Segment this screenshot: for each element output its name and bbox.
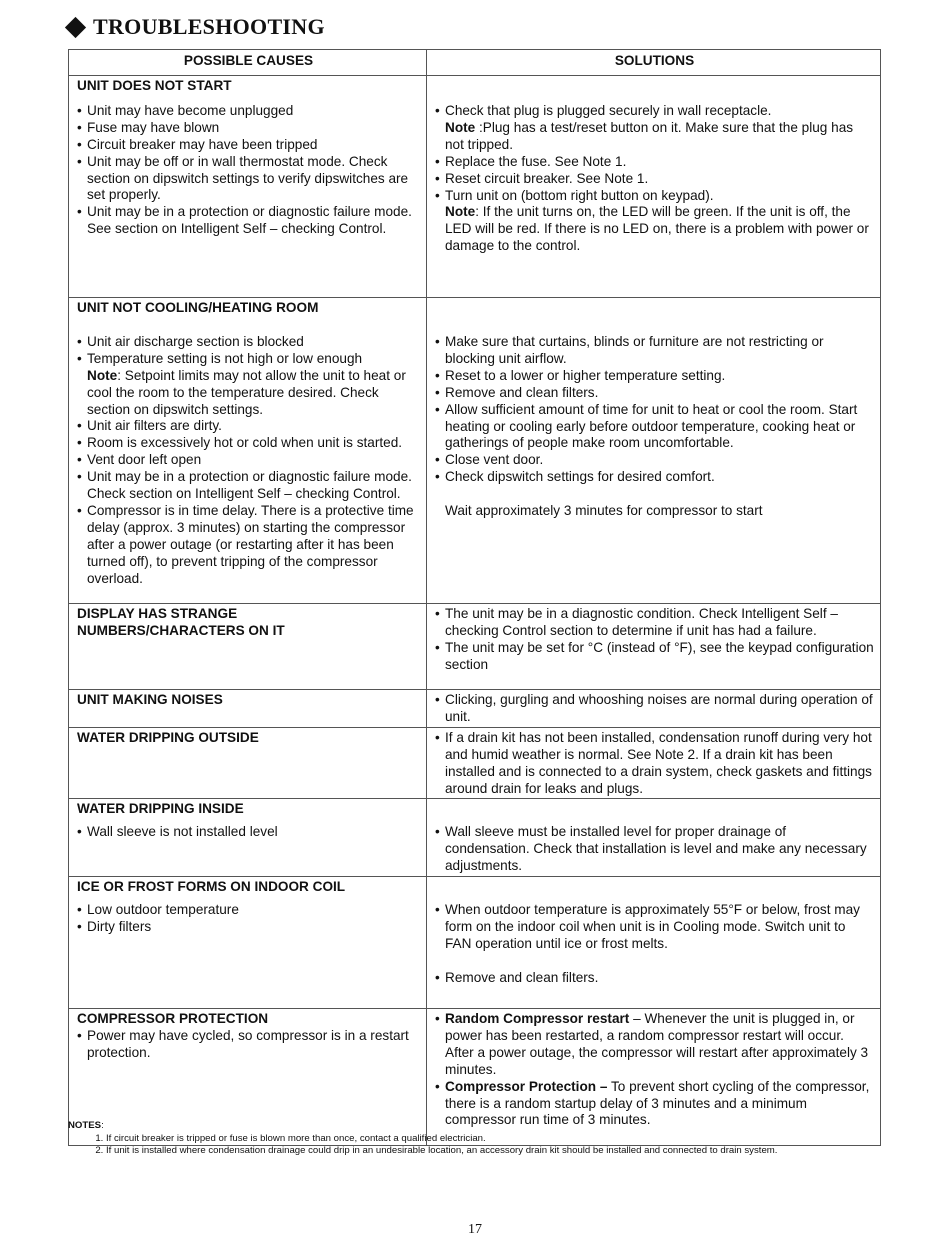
list-item: 1. If circuit breaker is tripped or fuse is blown more than once, contact a qualified electrician.: [106, 1133, 880, 1146]
solution-text: Turn unit on (bottom right button on keypad).: [445, 187, 714, 203]
list-item: • Unit may be off or in wall thermostat mode. Check section on dipswitch settings to verify dipswitches are set properly.: [77, 154, 420, 205]
solution-label: Compressor Protection –: [445, 1078, 608, 1094]
page-number: 17: [468, 1222, 482, 1237]
column-header-causes: POSSIBLE CAUSES: [69, 50, 427, 76]
causes-list: [77, 103, 420, 238]
list-item: • If a drain kit has not been installed, condensation runoff during very hot and humid weather is normal. See Note 2. If a drain kit has been installed and is connected to a drain system, check gaskets and fittings around drain for leaks and plugs.: [435, 730, 874, 798]
category-label: ICE OR FROST FORMS ON INDOOR COIL: [77, 879, 346, 894]
table-row: [69, 728, 881, 799]
notes-heading: [68, 1120, 880, 1133]
list-item: • Remove and clean filters.: [435, 385, 874, 402]
solution-text: To prevent short cycling of the compressor, there is a random startup delay of 3 minutes and a minimum compressor run time of 3 minutes.: [445, 1078, 870, 1128]
causes-list: [77, 902, 420, 936]
list-item: [435, 188, 874, 256]
list-item: • Wall sleeve must be installed level for proper drainage of condensation. Check that installation is level and make any necessary adjustments.: [435, 824, 874, 875]
solutions-cell: [427, 76, 881, 298]
category-label: DISPLAY HAS STRANGE NUMBERS/CHARACTERS ON IT: [77, 606, 285, 638]
list-item: • Power may have cycled, so compressor is in a restart protection.: [77, 1028, 420, 1062]
table-row: [69, 604, 881, 690]
solution-extra: Wait approximately 3 minutes for compressor to start: [445, 503, 763, 519]
category-label: WATER DRIPPING OUTSIDE: [77, 730, 259, 745]
list-item: • The unit may be set for °C (instead of °F), see the keypad configuration section: [435, 640, 874, 674]
causes-list: [77, 824, 420, 841]
list-item: • The unit may be in a diagnostic condition. Check Intelligent Self – checking Control section to determine if unit has had a failure.: [435, 606, 874, 640]
list-item: • Reset circuit breaker. See Note 1.: [435, 171, 874, 188]
list-item: • Compressor is in time delay. There is a protective time delay (approx. 3 minutes) on starting the compressor after a power outage (or restarting after it has been turned off), to prevent tripping of the compressor overload.: [77, 503, 420, 588]
list-item: • Circuit breaker may have been tripped: [77, 137, 420, 154]
causes-cell: [69, 799, 427, 877]
list-item: • When outdoor temperature is approximately 55°F or below, frost may form on the indoor coil when unit is in Cooling mode. Switch unit to FAN operation until ice or frost melts.: [435, 902, 874, 953]
list-item: • Remove and clean filters.: [435, 970, 874, 987]
list-item: • Reset to a lower or higher temperature setting.: [435, 368, 874, 385]
table-header-row: [69, 50, 881, 76]
solutions-list: [435, 103, 874, 255]
list-item: • Unit may have become unplugged: [77, 103, 420, 120]
list-item: • Replace the fuse. See Note 1.: [435, 154, 874, 171]
solutions-list: [435, 730, 874, 798]
list-item: • Vent door left open: [77, 452, 420, 469]
solutions-list: [435, 970, 874, 987]
column-header-solutions: SOLUTIONS: [427, 50, 881, 76]
list-item: • Allow sufficient amount of time for unit to heat or cool the room. Start heating or cooling early before outdoor temperature, cooking heat or gatherings of people make room uncomfortable.: [435, 402, 874, 453]
table-row: [69, 690, 881, 728]
list-item: • Unit air filters are dirty.: [77, 418, 420, 435]
notes-list: [68, 1133, 880, 1158]
list-item: • Check dipswitch settings for desired comfort.: [435, 469, 874, 486]
list-item: • Unit may be in a protection or diagnostic failure mode. Check section on Intelligent Self – checking Control.: [77, 469, 420, 503]
table-row: [69, 76, 881, 298]
table-row: [69, 877, 881, 1009]
list-item: • Wall sleeve is not installed level: [77, 824, 420, 841]
solution-label: Random Compressor restart: [445, 1011, 630, 1026]
solution-text: – Whenever the unit is plugged in, or power has been restarted, a random compressor restart will occur. After a power outage, the compressor will restart after approximately 3 minutes.: [445, 1011, 869, 1077]
list-item: 2. If unit is installed where condensation drainage could drip in an undesirable location, an accessory drain kit should be installed and connected to drain system.: [106, 1145, 880, 1158]
troubleshooting-table: [68, 49, 881, 1146]
notes-label: NOTES: [68, 1120, 102, 1131]
causes-list: [77, 1028, 420, 1062]
list-item: • Unit may be in a protection or diagnostic failure mode. See section on Intelligent Self – checking Control.: [77, 204, 420, 238]
page-title: TROUBLESHOOTING: [93, 14, 325, 39]
note-text: : If the unit turns on, the LED will be green. If the unit is off, the LED will be red. If there is no LED on, there is a problem with power or damage to the control.: [445, 204, 869, 254]
solutions-list: [435, 902, 874, 953]
note-label: Note: [87, 367, 118, 383]
list-item: • Close vent door.: [435, 452, 874, 469]
solutions-cell: [427, 690, 881, 728]
solution-text: Check that plug is plugged securely in wall receptacle.: [445, 103, 772, 118]
solutions-list: [435, 606, 874, 674]
solutions-list: [435, 334, 874, 486]
diamond-bullet-icon: [65, 16, 86, 37]
list-item: • Make sure that curtains, blinds or furniture are not restricting or blocking unit airflow.: [435, 334, 874, 368]
notes-section: [68, 1120, 880, 1158]
solutions-cell: [427, 728, 881, 799]
category-label: UNIT DOES NOT START: [77, 78, 232, 93]
causes-cell: [69, 604, 427, 690]
category-label: WATER DRIPPING INSIDE: [77, 801, 244, 816]
list-item: • Dirty filters: [77, 919, 420, 936]
solutions-cell: [427, 604, 881, 690]
table-row: [69, 799, 881, 877]
cause-text: Temperature setting is not high or low enough: [87, 350, 363, 366]
category-label: UNIT MAKING NOISES: [77, 692, 223, 707]
list-item: • Unit air discharge section is blocked: [77, 334, 420, 351]
list-item: [77, 351, 420, 419]
table-row: [69, 298, 881, 604]
list-item: [435, 1011, 874, 1079]
solutions-cell: [427, 298, 881, 604]
causes-list: [77, 334, 420, 588]
solutions-list: [435, 1011, 874, 1129]
note-label: Note: [445, 119, 476, 135]
list-item: [435, 103, 874, 154]
category-label: COMPRESSOR PROTECTION: [77, 1011, 269, 1026]
list-item: • Clicking, gurgling and whooshing noises are normal during operation of unit.: [435, 692, 874, 726]
solutions-list: [435, 692, 874, 726]
causes-cell: [69, 877, 427, 1009]
note-text: :Plug has a test/reset button on it. Make sure that the plug has not tripped.: [445, 119, 854, 152]
note-label: Note: [445, 204, 476, 220]
notes-colon: :: [101, 1120, 104, 1131]
category-label: UNIT NOT COOLING/HEATING ROOM: [77, 300, 319, 315]
solutions-cell: [427, 877, 881, 1009]
solutions-list: [435, 824, 874, 875]
solutions-cell: [427, 799, 881, 877]
list-item: • Fuse may have blown: [77, 120, 420, 137]
note-text: : Setpoint limits may not allow the unit to heat or cool the room to the temperature desired. Check section on dipswitch settings.: [87, 367, 406, 417]
list-item: • Low outdoor temperature: [77, 902, 420, 919]
causes-cell: [69, 690, 427, 728]
list-item: • Room is excessively hot or cold when unit is started.: [77, 435, 420, 452]
causes-cell: [69, 298, 427, 604]
causes-cell: [69, 76, 427, 298]
causes-cell: [69, 728, 427, 799]
page-heading: [64, 14, 325, 40]
